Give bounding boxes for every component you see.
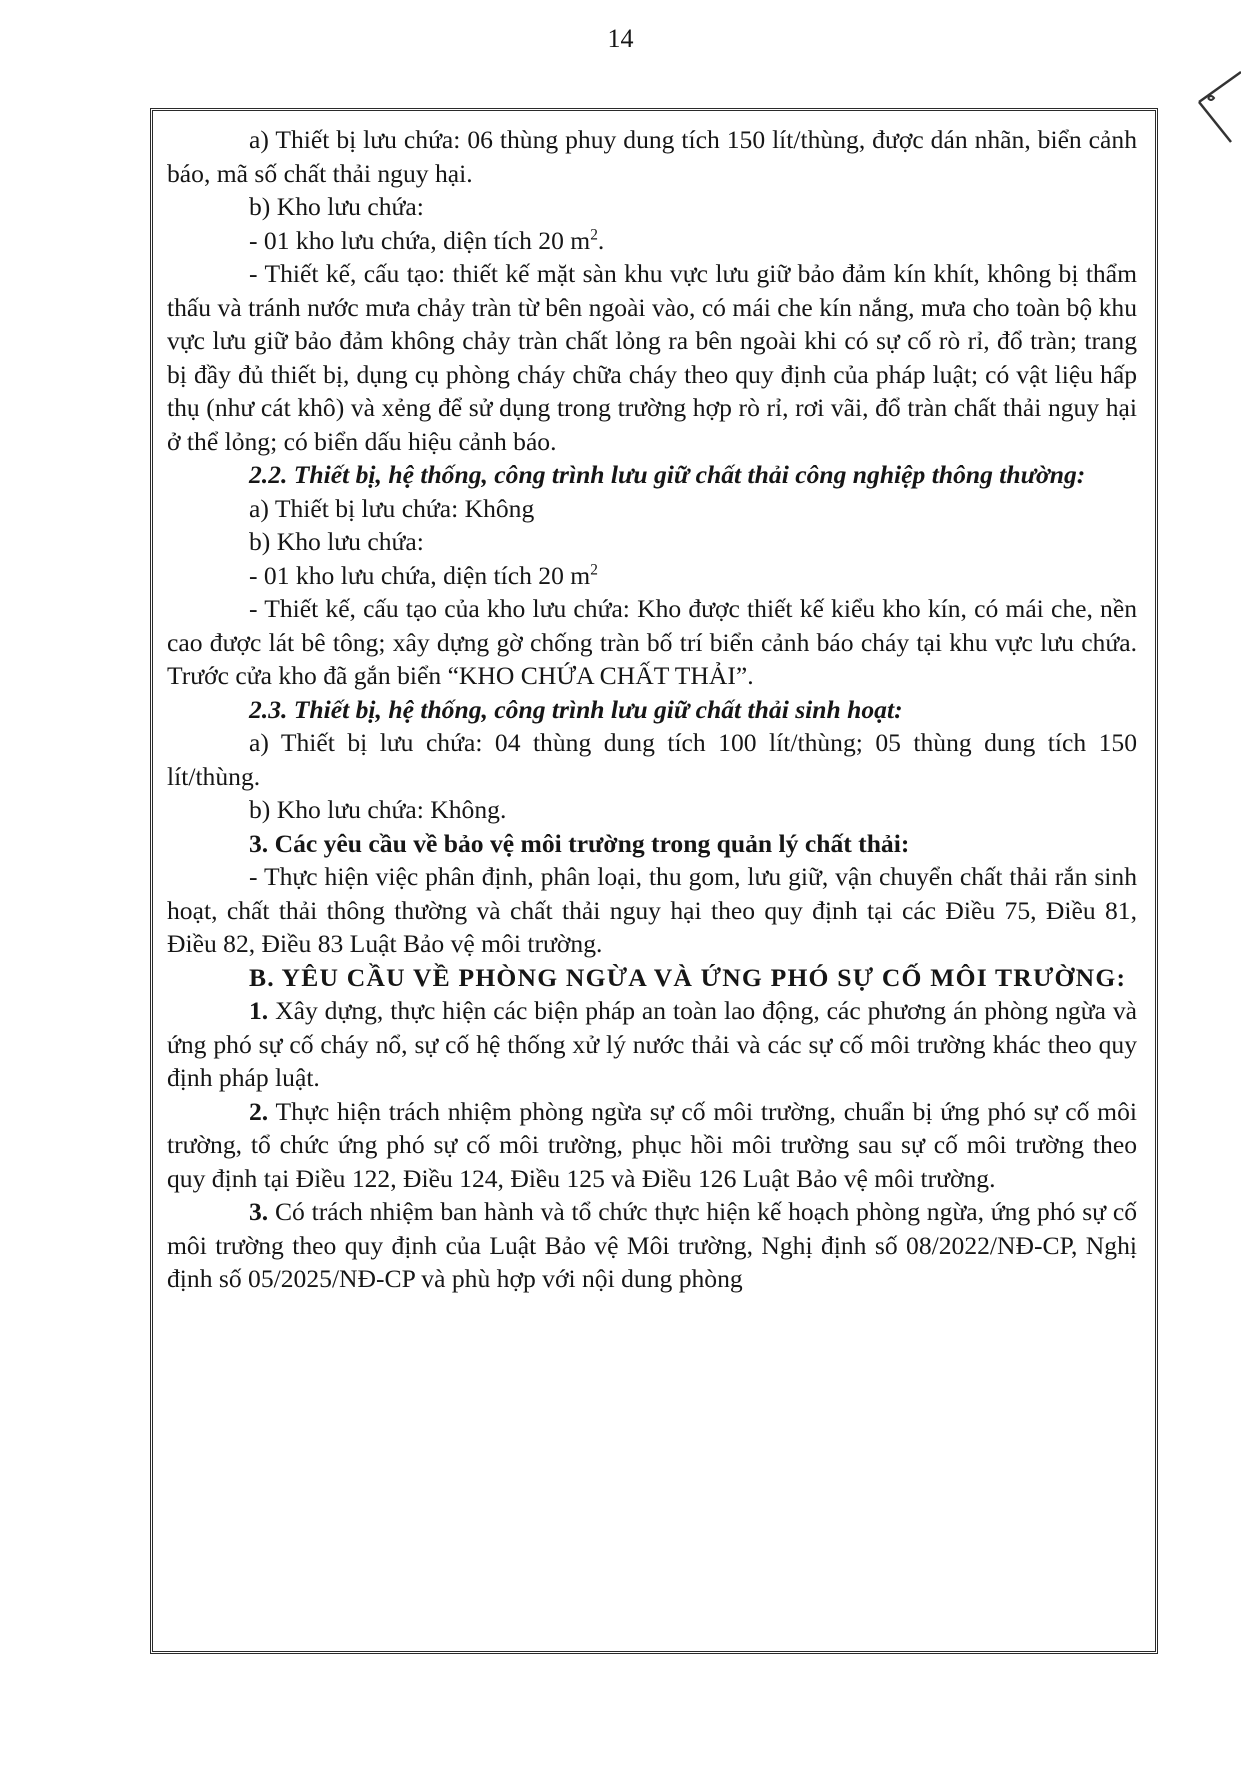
heading-2-2: 2.2. Thiết bị, hệ thống, công trình lưu giữ chất thải công nghiệp thông thường:	[249, 460, 1086, 489]
area-end: .	[597, 225, 605, 255]
paragraph-warehouse-area	[167, 224, 1137, 258]
list-item-text: Thực hiện trách nhiệm phòng ngừa sự cố môi trường, chuẩn bị ứng phó sự cố môi trường, tổ chức ứng phó sự cố môi trường, phục hồi môi trường sau sự cố môi trường theo quy định tại Điều 122, Điều 124, Điều 125 và Điều 126 Luật Bảo vệ môi trường.	[167, 1096, 1137, 1193]
list-item-number: 2.	[249, 1096, 269, 1126]
area-text: - 01 kho lưu chứa, diện tích 20 m	[249, 560, 591, 590]
paragraph-design-structure: - Thiết kế, cấu tạo: thiết kế mặt sàn khu vực lưu giữ bảo đảm kín khít, không bị thẩm thấu và tránh nước mưa chảy tràn từ bên ngoài vào, có mái che kín nắng, mưa cho toàn bộ khu vực lưu giữ bảo đảm không chảy tràn chất lỏng ra bên ngoài khi có sự cố rò rỉ, đổ tràn; trang bị đầy đủ thiết bị, dụng cụ phòng cháy chữa cháy theo quy định của pháp luật; có vật liệu hấp thụ (như cát khô) và xẻng để sử dụng trong trường hợp rò rỉ, rơi vãi, đổ tràn chất thải nguy hại ở thể lỏng; có biển dấu hiệu cảnh báo.	[167, 259, 1137, 456]
paragraph-ordinary-warehouse: b) Kho lưu chứa:	[249, 527, 424, 556]
paragraph-storage-warehouse: b) Kho lưu chứa:	[249, 192, 424, 221]
area-text: - 01 kho lưu chứa, diện tích 20 m	[249, 225, 591, 255]
area-superscript: 2	[590, 560, 598, 578]
paragraph-storage-equipment: a) Thiết bị lưu chứa: 06 thùng phuy dung tích 150 lít/thùng, được dán nhãn, biển cảnh báo, mã số chất thải nguy hại.	[167, 125, 1137, 188]
paragraph-ordinary-area	[167, 559, 1137, 593]
page-number: 14	[607, 24, 634, 53]
list-item-number: 1.	[249, 996, 269, 1025]
area-superscript: 2	[590, 225, 598, 243]
list-item-number: 3.	[249, 1197, 269, 1226]
heading-section-b: B. YÊU CẦU VỀ PHÒNG NGỪA VÀ ỨNG PHÓ SỰ CỐ MÔI TRƯỜNG:	[249, 962, 1127, 992]
paragraph-waste-management: - Thực hiện việc phân định, phân loại, thu gom, lưu giữ, vận chuyển chất thải rắn sinh hoạt, chất thải thông thường và chất thải nguy hại theo quy định tại các Điều 75, Điều 81, Điều 82, Điều 83 Luật Bảo vệ môi trường.	[167, 862, 1137, 958]
list-item-2	[167, 1095, 1137, 1196]
paragraph-domestic-equipment: a) Thiết bị lưu chứa: 04 thùng dung tích 100 lít/thùng; 05 thùng dung tích 150 lít/thùng.	[167, 728, 1137, 791]
list-item-1	[167, 994, 1137, 1095]
list-item-text: Xây dựng, thực hiện các biện pháp an toàn lao động, các phương án phòng ngừa và ứng phó sự cố cháy nổ, sự cố hệ thống xử lý nước thải và các sự cố môi trường khác theo quy định pháp luật.	[167, 996, 1137, 1092]
list-item-3	[167, 1195, 1137, 1296]
heading-2-3: 2.3. Thiết bị, hệ thống, công trình lưu giữ chất thải sinh hoạt:	[249, 694, 903, 724]
list-item-text: Có trách nhiệm ban hành và tổ chức thực hiện kế hoạch phòng ngừa, ứng phó sự cố môi trường theo quy định của Luật Bảo vệ Môi trường, Nghị định số 08/2022/NĐ-CP, Nghị định số 05/2025/NĐ-CP và phù hợp với nội dung phòng	[167, 1197, 1137, 1293]
heading-3: 3. Các yêu cầu về bảo vệ môi trường trong quản lý chất thải:	[249, 828, 910, 858]
document-frame	[150, 108, 1158, 1654]
paragraph-ordinary-equipment: a) Thiết bị lưu chứa: Không	[249, 493, 535, 523]
stamp-corner-icon	[1195, 70, 1241, 160]
paragraph-domestic-warehouse: b) Kho lưu chứa: Không.	[249, 795, 507, 824]
paragraph-ordinary-design: - Thiết kế, cấu tạo của kho lưu chứa: Kho được thiết kế kiểu kho kín, có mái che, nền cao được lát bê tông; xây dựng gờ chống tràn bố trí biển cảnh báo cháy tại khu vực lưu chứa. Trước cửa kho đã gắn biển “KHO CHỨA CHẤT THẢI”.	[167, 594, 1137, 690]
